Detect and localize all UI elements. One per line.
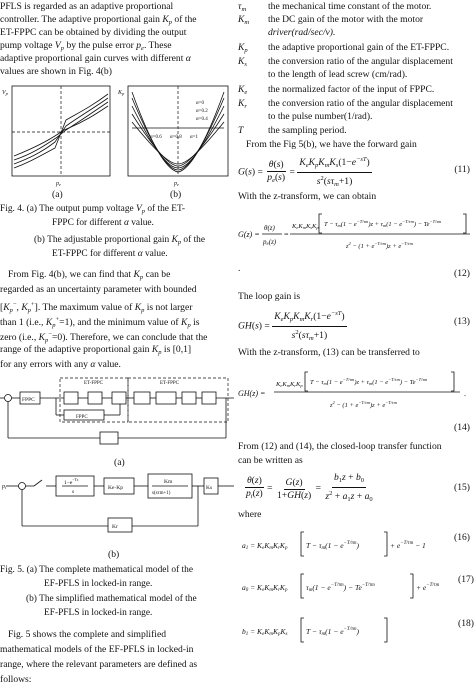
fig5b-diagram [0,472,236,550]
fig5-caption-4: EF-PFLS in locked-in range. [44,608,153,618]
equation-16 [238,526,458,562]
svg-text:T − τm(1 − e−T/τm)z + τm(1 − e: $T - \tau m(1 - e^{-T/\tau m})z + \tau m(1 - e^{-T/\tau m}) - Te^{-T/\tau m}$ [310,377,428,386]
def-row: to the pulse number(1/rad). [268,111,373,122]
fig4-plots [0,82,236,194]
svg-text:pe: pe [174,181,179,187]
tail-line-1: Fig. 5 shows the complete and simplified [8,629,167,640]
equation-17 [238,568,464,604]
svg-text:T − τm(1 − e−T/τm): $T - \tau m(1 - e^{-T/\tau m})$ [306,541,359,551]
alpha-label-3: α=0.6 [150,135,162,140]
svg-text:T − τm(1 − e−T/τm): $T - \tau m(1 - e^{-T/\tau m})$ [306,627,359,637]
svg-text:Ke·Kp: Ke·Kp [108,485,123,491]
svg-text:GH(z) =: GH(z) = [238,389,266,398]
intro-line-2: controller. The adaptive proportional gain $K_p$ of the [0,14,197,26]
fig5-caption-3: (b) The simplified mathematical model of the [26,594,197,604]
fig4-caption-a: Fig. 4. (a) The output pump voltage $V_p$ of the ET- [0,204,186,215]
fig5a-block-label-etfppc: ET-FPPC [160,381,179,386]
fig4a-plot [2,86,110,187]
intro-line-4: pump voltage $V_p$ by the pulse error $p_e$. These [0,40,172,52]
alpha-label-0: α=0 [196,101,204,106]
fig5-caption-1: Fig. 5. (a) The complete mathematical model of the [0,565,193,575]
tail-line-2: mathematical models of the EF-PFLS in locked-in [0,644,194,655]
svg-text:Kp: Kp [118,90,125,96]
body-line-3: [$K_p^-$, $K_p^+$]. The maximum value of $K_p$ is not larger [0,301,193,314]
body-line-4: than 1 (i.e., $K_p^+=1$), and the minimum value of $K_p$ is [0,316,200,329]
equation-14 [238,364,474,420]
eq-number-17: (17) [458,574,474,585]
fig4-caption-b2: ET-FPPC for different α value. [52,249,168,259]
eq-number-12: (12) [454,268,470,279]
svg-text:Km: Km [164,479,173,485]
fig5a-block-label-fppc: FPPC [22,397,35,403]
fig5a-block-label-fppc-2: FPPC [76,415,88,420]
svg-text:θ(z): θ(z) [264,224,275,232]
svg-text:+ e−T/τm: + $e^{-T/\tau m}$ [416,583,440,592]
tail-line-3: range, where the relevant parameters are defined as [0,659,198,670]
tail-line-4: follows: [0,674,32,685]
intro-line-1: PFLS is regarded as an adaptive proportional [0,1,174,12]
equation-18 [238,612,458,648]
fig5b-block-label-kr: Kr [112,524,118,530]
svg-text:ET-FPPC: ET-FPPC [84,381,103,386]
svg-text:τm(1 − e−T/τm) − Te−T/τm: $\tau m(1 - e^{-T/\tau m}) - Te^{-T/\tau m}$ [306,583,375,593]
equation-15: $\frac{\theta(z)}{p_i(z)}$ = $\frac{G(z)}{1+GH(z)}$ = $\frac{b_1z + b_0}{z^2 + a_1z + a_0}$ [246,472,373,503]
svg-text:s: s [72,489,75,495]
equation-12 [238,206,474,260]
def-row: $K_e$ the normalized factor of the input of FPPC. [238,84,435,96]
svg-text:b1 = KeKmKpKs: b1 = KeKmKpKs [242,627,288,637]
fig5b-label: (b) [108,549,120,560]
svg-text:=: = [284,230,289,239]
intro-line-6: values are shown in Fig. 4(b) [0,66,112,77]
def-row: $K_s$ the conversion ratio of the angular displacement [238,56,453,68]
period-mark: . [238,263,241,274]
svg-text:pe(z): pe(z) [263,238,277,247]
eq-number-18: (18) [458,618,474,629]
svg-text:pe: pe [56,181,61,187]
intro-line-3: ET-FPPC can be obtained by dividing the output [0,27,187,38]
svg-text:z2 − (1 + e−T/τm)z + e−T/τm: $z^2 - (1 + e^{-T/\tau m})z + e^{-T/\tau m}$ [346,241,413,250]
fig4-caption-a2: FPPC for different α value. [52,218,154,228]
svg-text:z2 − (1 + e−T/τm)z + e−T/τm: $z^2 - (1 + e^{-T/\tau m})z + e^{-T/\tau m}$ [330,400,397,409]
intro-line-5: adaptive proportional gain curves with different α [0,53,191,64]
body-line-5: zero (i.e., $K_p^-=0$). Therefore, we can conclude that the [0,331,208,344]
svg-text:KeKmKrKp: KeKmKrKp [276,381,303,388]
def-row: $K_m$ the DC gain of the motor with the motor [238,14,424,26]
body-line-7: for any errors with any α value. [0,359,121,370]
equation-13: GH(s) = $\frac{K_eK_pK_mK_r(1-e^{-sT})}{s^2(s\tau_m+1)}$ [238,310,345,342]
def-row: $\tau_m$ the mechanical time constant of the motor. [238,1,432,13]
svg-text:a0 = KeKmKrKp: a0 = KeKmKrKp [242,583,288,593]
equation-11: G(s) = $\frac{\theta(s)}{p_e(s)}$ = $\frac{K_eK_pK_mK_s(1-e^{-sT})}{s^2(s\tau_m+1)}$ [238,156,370,188]
fig5b-block-label-ks: Ks [206,485,213,491]
fig5a-diagram [0,374,236,454]
svg-text:T − τm(1 − e−T/τm)z + τm(1 − e: $T - \tau m(1 - e^{-T/\tau m})z + \tau m(1 - e^{-T/\tau m}) - Te^{-T/\tau m}$ [324,219,442,228]
svg-text:G(z) =: G(z) = [238,230,260,239]
def-row: $K_p$ the adaptive proportional gain of the ET-FPPC. [238,42,450,54]
fig5a-label: (a) [114,457,125,468]
body-line-2: regarded as an uncertainty parameter with bounded [0,284,197,295]
eq-number-16: (16) [454,532,470,543]
eq-number-15: (15) [454,482,470,493]
svg-text:KeKmKsKp: KeKmKsKp [292,223,319,230]
def-row: $K_r$ the conversion ratio of the angular displacement [238,98,453,110]
closed-loop-text-2: can be written as [238,455,303,466]
eq-number-11: (11) [454,164,470,175]
alpha-label-1: α=0.2 [196,109,208,114]
loop-ztransform-text: With the z-transform, (13) can be transferred to [238,347,420,358]
def-row: driver(rad/sec/v). [268,27,336,38]
body-line-6: range of the adaptive proportional gain $K_p$ is [0,1] [0,344,192,356]
svg-text:a1 = KeKmKrKp: a1 = KeKmKrKp [242,541,288,551]
alpha-label-2: α=0.4 [196,117,208,122]
forward-gain-text: From the Fig 5(b), we have the forward gain [246,139,417,150]
eq-number-14: (14) [454,422,470,433]
alpha-label-4: α=0.8 [170,135,182,140]
where-text: where [238,509,262,520]
closed-loop-text-1: From (12) and (14), the closed-loop transfer function [238,441,442,452]
def-row: T the sampling period. [238,125,347,136]
ztransform-text: With the z-transform, we can obtain [238,191,377,202]
fig4a-label: (a) [52,189,63,200]
loop-gain-text: The loop gain is [238,291,301,302]
fig4b-plot [117,86,228,187]
fig4-caption-b: (b) The adjustable proportional gain $K_p$ of the [34,235,206,246]
eq-number-13: (13) [454,316,470,327]
body-line-1: From Fig. 4(b), we can find that $K_p$ can be [8,269,171,281]
fig5-caption-2: EF-PFLS in locked-in range. [44,579,153,589]
alpha-label-5: α=1 [190,135,198,140]
svg-text:+ e−T/τm − 1: + $e^{-T/\tau m} - 1$ [390,541,426,550]
svg-text:Vp: Vp [2,90,8,96]
def-row: to the length of lead screw (cm/rad). [268,69,408,80]
svg-text:pi: pi [2,484,7,490]
svg-text:s(sτm+1): s(sτm+1) [152,491,171,496]
svg-text:.: . [464,389,466,398]
svg-text:1−e−Ts: $1-e^{-Ts}$ [64,477,79,486]
fig4b-label: (b) [170,189,182,200]
